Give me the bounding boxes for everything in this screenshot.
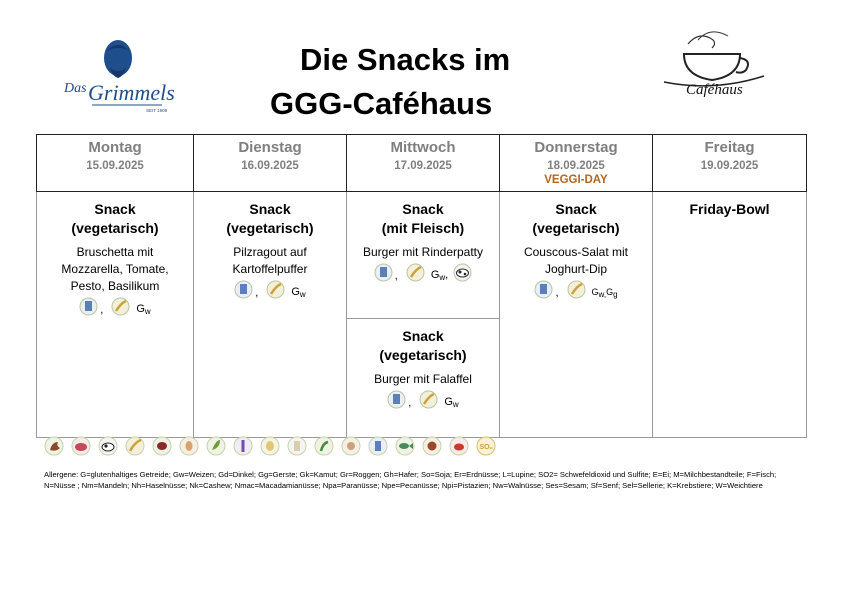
allergen-separator: , (555, 287, 559, 299)
allergen-line (194, 280, 346, 299)
svg-text:Caféhaus: Caféhaus (686, 82, 743, 98)
menu-cell-tuesday (194, 192, 347, 438)
day-header-monday (37, 135, 194, 192)
svg-text:SEIT 1909: SEIT 1909 (146, 108, 168, 113)
egg-icon (152, 436, 172, 456)
dish-name: Burger mit Falaffel (374, 372, 472, 386)
soy-icon (260, 436, 280, 456)
allergen-separator: , (100, 304, 104, 316)
pig-icon (71, 436, 91, 456)
grain-icon (111, 297, 130, 316)
day-date: 15.09.2025 (86, 160, 144, 172)
allergen-legend: Allergene: G=glutenhaltiges Getreide; Gw=Weizen; Gd=Dinkel; Gg=Gerste; Gk=Kamut; Gr=Roggen; Gh=Hafer; So=Soja; Er=Erdnüsse; L=Lupine; SO2= Schwefeldioxid und Sulfite; E=Ei; M=Milchbestandteile; F=Fisch; N=Nüsse ; Nm=Mandeln; Nh=Haselnüsse; Nk=Cashew; Nmac=Macadamianüsse; Npa=Paranüsse; Npe=Pecanüsse; Npi=Pistazien; Nw=Walnüsse; Ses=Sesam; Sf=Senf; Sel=Sellerie; K=Krebstiere; W=Weichtiere (44, 470, 777, 490)
svg-text:Grimmels: Grimmels (88, 80, 174, 105)
milk-carton-icon (387, 390, 406, 409)
allergen-code-2: G (606, 287, 614, 297)
milk-carton-icon (234, 280, 253, 299)
snack-subtitle: (mit Fleisch) (381, 220, 465, 236)
allergen-code: G (591, 287, 599, 297)
snack-title: Snack (249, 201, 291, 217)
svg-text:SO₂: SO₂ (479, 444, 493, 451)
day-header-thursday (500, 135, 653, 192)
day-header-tuesday (194, 135, 347, 192)
allergen-code: G (136, 303, 145, 315)
milk-carton-icon (368, 436, 388, 456)
mustard-icon (314, 436, 334, 456)
day-name: Mittwoch (390, 139, 456, 156)
dish-name: Couscous-Salat mit Joghurt-Dip (523, 245, 629, 276)
day-header-row (37, 135, 807, 192)
allergen-separator: , (408, 397, 412, 409)
wednesday-snack-veg (347, 319, 499, 437)
milk-carton-icon (79, 297, 98, 316)
allergen-subcode: w (144, 307, 151, 316)
dish-name: Burger mit Rinderpatty (362, 245, 484, 259)
snack-title: Friday-Bowl (689, 201, 770, 217)
menu-cell-thursday (500, 192, 653, 438)
snack-subtitle: (vegetarisch) (226, 220, 314, 236)
snack-subtitle: (vegetarisch) (379, 347, 467, 363)
day-name: Freitag (704, 139, 755, 156)
grimmels-logo (62, 34, 174, 116)
nut-icon (341, 436, 361, 456)
allergen-separator: , (445, 269, 449, 281)
chicken-icon (44, 436, 64, 456)
fish-icon (395, 436, 415, 456)
weekly-menu-table (36, 134, 807, 438)
allergen-subcode: w (299, 290, 306, 299)
day-date: 19.09.2025 (700, 160, 759, 172)
milk-icon (287, 436, 307, 456)
celery-icon (233, 436, 253, 456)
cow-icon (453, 263, 472, 282)
allergen-line (347, 390, 499, 409)
allergen-subcode: w, (598, 290, 607, 299)
day-header-friday (653, 135, 807, 192)
wednesday-snack-meat (347, 192, 499, 319)
grain-icon (419, 390, 438, 409)
day-date: 16.09.2025 (241, 160, 299, 172)
allergen-subcode: w (439, 273, 446, 282)
grain-icon (567, 280, 586, 299)
allergen-separator: , (394, 270, 398, 282)
sulfite-icon (476, 436, 496, 456)
veggi-day-label: VEGGI-DAY (544, 174, 608, 186)
milk-carton-icon (534, 280, 553, 299)
allergen-code: G (291, 286, 300, 298)
snack-subtitle: (vegetarisch) (532, 220, 620, 236)
snack-title: Snack (555, 201, 597, 217)
page-title (270, 38, 580, 126)
day-name: Donnerstag (534, 139, 618, 156)
day-name: Dienstag (238, 139, 302, 156)
allergen-separator: , (255, 287, 259, 299)
snack-subtitle: (vegetarisch) (71, 220, 159, 236)
snack-title: Snack (402, 328, 444, 344)
dish-name: Pilzragout auf Kartoffelpuffer (232, 245, 308, 276)
peanut-icon (179, 436, 199, 456)
snail-icon (422, 436, 442, 456)
crab-icon (449, 436, 469, 456)
menu-row (37, 192, 807, 438)
title-line-1: Die Snacks im (300, 42, 511, 77)
day-date: 17.09.2025 (394, 160, 452, 172)
day-header-wednesday (347, 135, 500, 192)
grain-icon (266, 280, 285, 299)
snack-title: Snack (402, 201, 444, 217)
milk-carton-icon (374, 263, 393, 282)
allergen-code: G (430, 269, 440, 281)
allergen-line (37, 297, 193, 316)
grain-icon (125, 436, 145, 456)
day-name: Montag (88, 139, 142, 156)
snack-title: Snack (94, 201, 136, 217)
allergen-code: G (444, 396, 453, 408)
cow-icon (98, 436, 118, 456)
allergen-icon-row (44, 436, 496, 456)
allergen-line (500, 280, 652, 299)
allergen-subcode-2: g (613, 290, 618, 299)
allergen-line (347, 263, 499, 282)
lupine-icon (206, 436, 226, 456)
svg-text:Das: Das (64, 81, 87, 96)
title-line-2: GGG-Caféhaus (270, 86, 493, 121)
dish-name: Bruschetta mit Mozzarella, Tomate, Pesto, Basilikum (61, 245, 169, 293)
cafehaus-logo (658, 24, 768, 104)
grain-icon (406, 263, 425, 282)
menu-cell-wednesday (347, 192, 500, 438)
menu-cell-monday (37, 192, 194, 438)
day-date: 18.09.2025 (547, 160, 605, 172)
allergen-subcode: w (452, 400, 459, 409)
menu-cell-friday (653, 192, 807, 438)
